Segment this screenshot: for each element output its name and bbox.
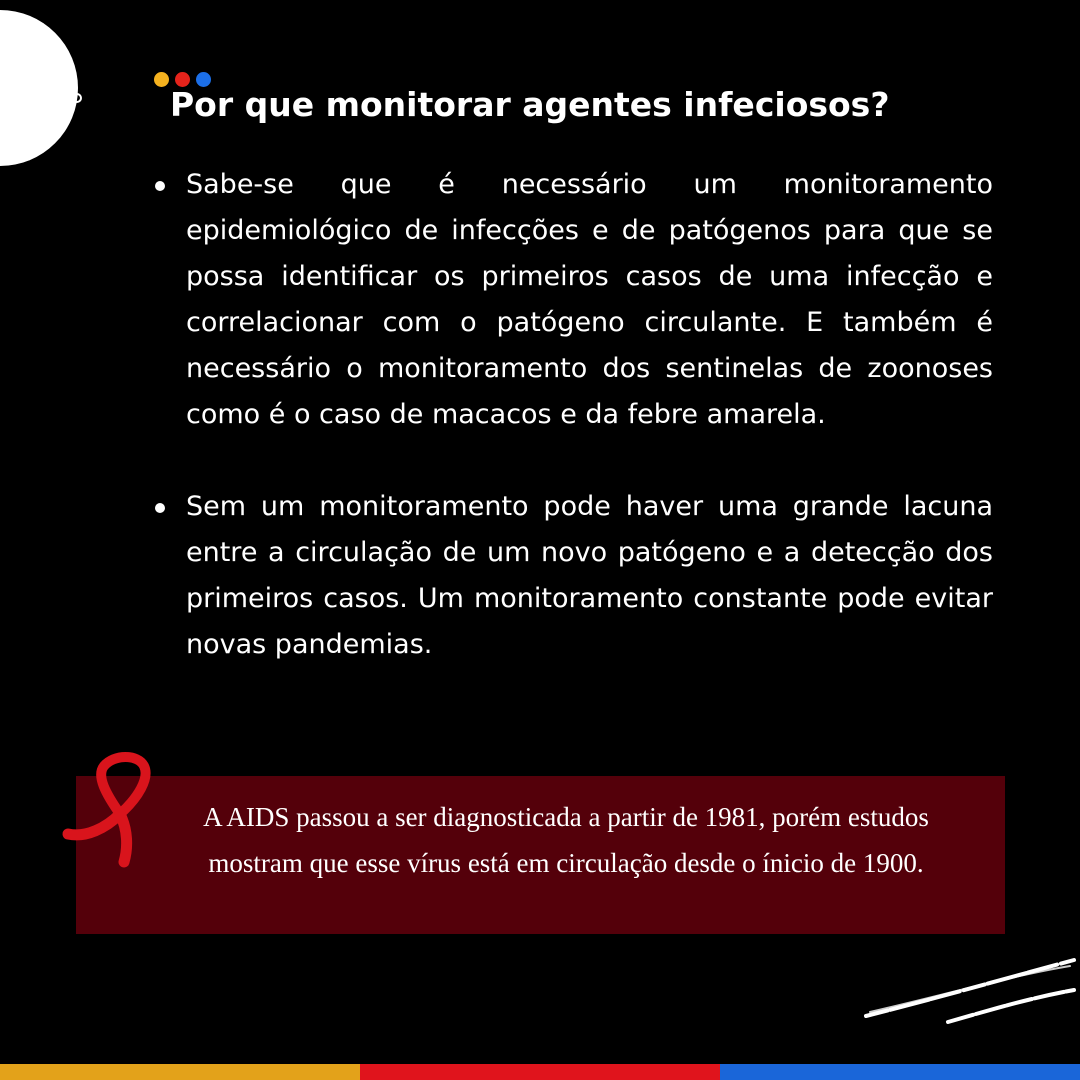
bottom-color-bar	[0, 1064, 1080, 1080]
bottom-bar-red	[360, 1064, 720, 1080]
bottom-bar-yellow	[0, 1064, 360, 1080]
aids-ribbon-icon	[60, 752, 156, 870]
bullet-list	[150, 162, 993, 668]
page-title: Por que monitorar agentes infeciosos?	[170, 85, 890, 124]
bullet-item-monitoring-need: Sabe-se que é necessário um monitoramento epidemiológico de infecções e de patógenos para que se possa identificar os primeiros casos de uma infecção e correlacionar com o patógeno circulante. E também é necessário o monitoramento dos sentinelas de zoonoses como é o caso de macacos e da febre amarela.	[150, 162, 993, 438]
callout-text: A AIDS passou a ser diagnosticada a partir de 1981, porém estudos mostram que esse vírus está em circulação desde o ínicio de 1900.	[203, 802, 929, 878]
chalk-scribble-lines	[860, 950, 1080, 1030]
yellow-dot-icon	[154, 72, 169, 87]
white-blob-shape	[0, 10, 78, 166]
bullet-item-monitoring-gap: Sem um monitoramento pode haver uma grande lacuna entre a circulação de um novo patógeno e a detecção dos primeiros casos. Um monitoramento constante pode evitar novas pandemias.	[150, 484, 993, 668]
bottom-bar-blue	[720, 1064, 1080, 1080]
blob-circle-outline	[72, 93, 82, 103]
aids-callout-box	[76, 776, 1005, 934]
